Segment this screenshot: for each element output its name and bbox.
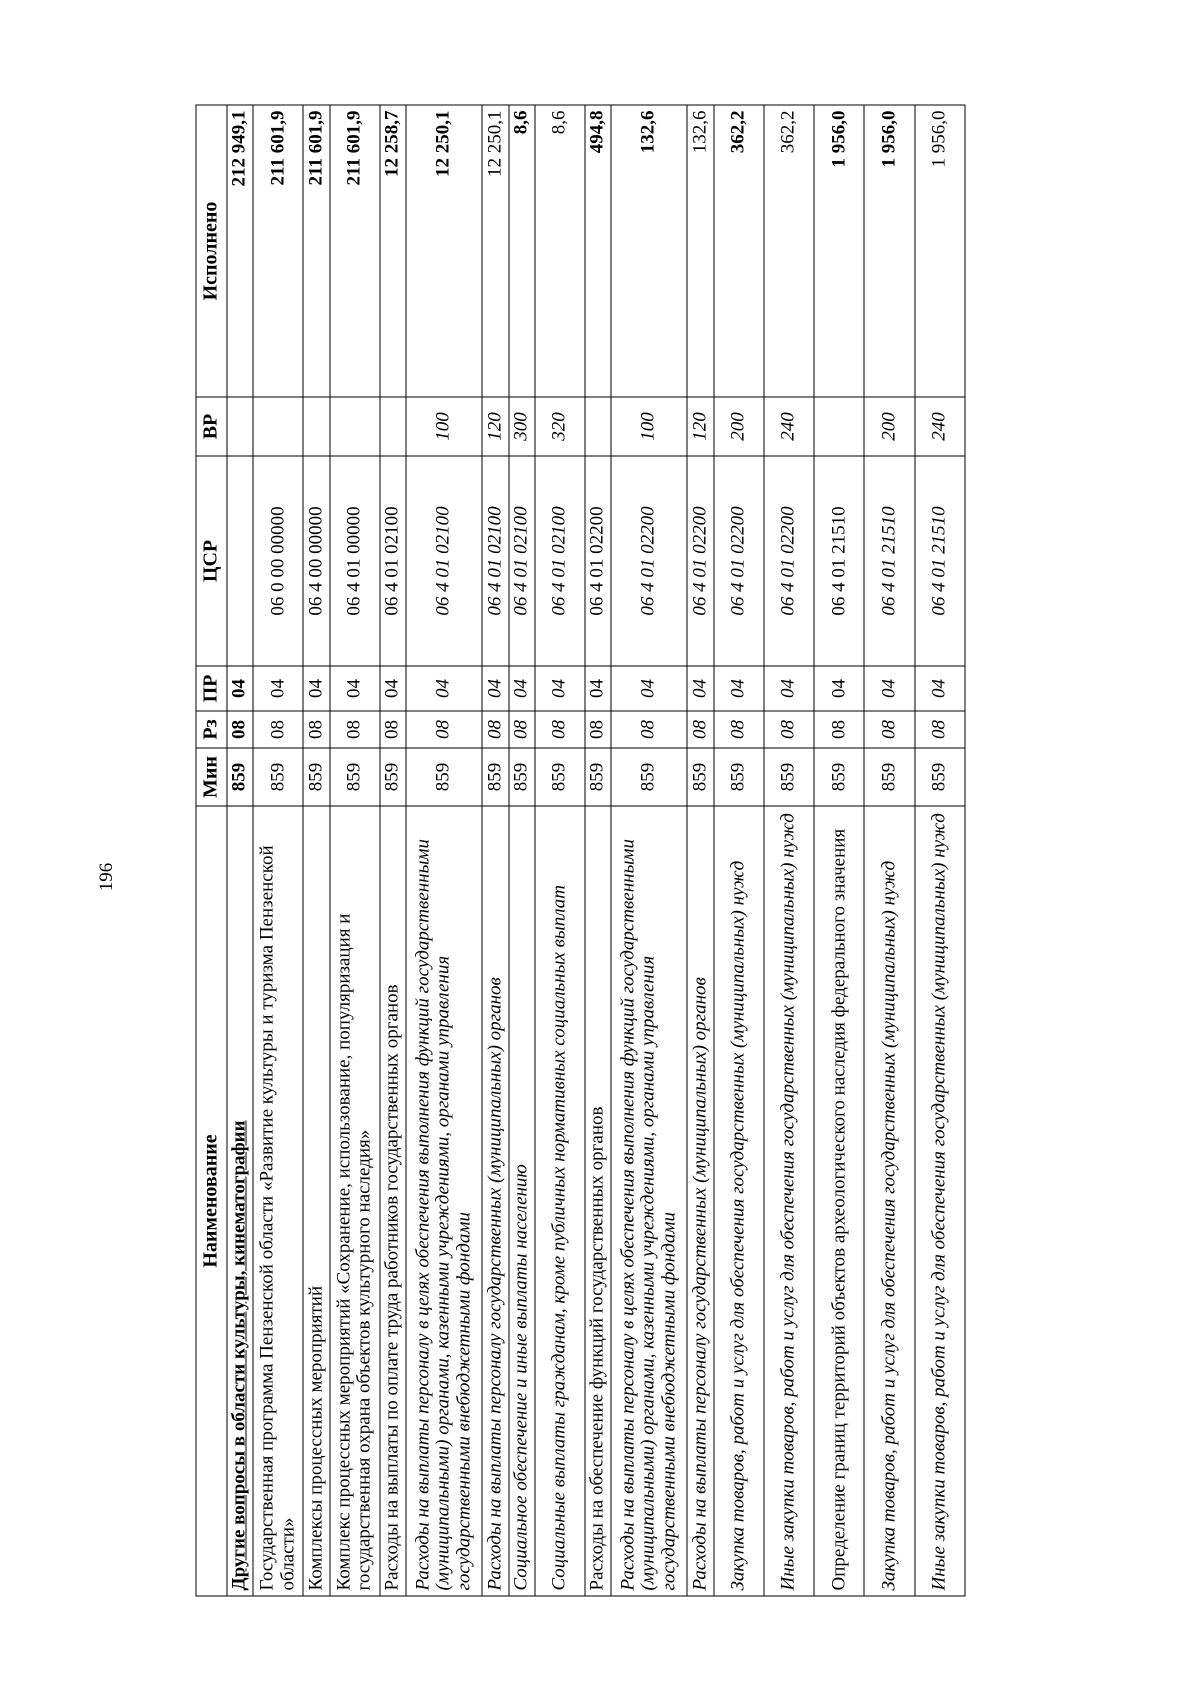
row-pr: 04 bbox=[864, 666, 914, 711]
row-name: Расходы на выплаты по оплате труда работников государственных органов bbox=[379, 806, 405, 1596]
row-min: 859 bbox=[405, 748, 481, 806]
table-row bbox=[534, 105, 584, 1596]
row-csr bbox=[227, 456, 253, 666]
row-min: 859 bbox=[253, 748, 303, 806]
row-vr bbox=[227, 397, 253, 456]
row-rz: 08 bbox=[584, 711, 610, 748]
row-min: 859 bbox=[864, 748, 914, 806]
row-vr bbox=[379, 397, 405, 456]
row-ispolneno: 8,6 bbox=[508, 105, 534, 397]
row-vr bbox=[814, 397, 864, 456]
row-min: 859 bbox=[227, 748, 253, 806]
row-ispolneno: 211 601,9 bbox=[253, 105, 303, 397]
header-ispolneno: Исполнено bbox=[196, 105, 227, 397]
row-rz: 08 bbox=[763, 711, 813, 748]
row-pr: 04 bbox=[405, 666, 481, 711]
row-rz: 08 bbox=[329, 711, 379, 748]
row-csr: 06 4 01 02100 bbox=[534, 456, 584, 666]
table-row bbox=[814, 105, 864, 1596]
row-vr bbox=[253, 397, 303, 456]
row-ispolneno: 1 956,0 bbox=[914, 105, 964, 397]
row-vr: 200 bbox=[713, 397, 763, 456]
header-vr: ВР bbox=[196, 397, 227, 456]
row-min: 859 bbox=[713, 748, 763, 806]
row-name: Определение границ территорий объектов археологического наследия федерального значения bbox=[814, 806, 864, 1596]
row-vr: 120 bbox=[687, 397, 713, 456]
row-name: Комплексы процессных мероприятий bbox=[303, 806, 329, 1596]
table-row bbox=[379, 105, 405, 1596]
row-vr bbox=[584, 397, 610, 456]
row-name: Расходы на обеспечение функций государственных органов bbox=[584, 806, 610, 1596]
row-csr: 06 4 01 00000 bbox=[329, 456, 379, 666]
row-pr: 04 bbox=[534, 666, 584, 711]
row-pr: 04 bbox=[482, 666, 508, 711]
row-vr: 100 bbox=[611, 397, 687, 456]
row-pr: 04 bbox=[713, 666, 763, 711]
row-ispolneno: 12 258,7 bbox=[379, 105, 405, 397]
row-min: 859 bbox=[379, 748, 405, 806]
row-vr: 100 bbox=[405, 397, 481, 456]
row-rz: 08 bbox=[405, 711, 481, 748]
row-pr: 04 bbox=[763, 666, 813, 711]
row-rz: 08 bbox=[482, 711, 508, 748]
row-ispolneno: 1 956,0 bbox=[814, 105, 864, 397]
row-min: 859 bbox=[534, 748, 584, 806]
row-ispolneno: 362,2 bbox=[763, 105, 813, 397]
row-name: Социальное обеспечение и иные выплаты населению bbox=[508, 806, 534, 1596]
table-row bbox=[303, 105, 329, 1596]
row-name: Расходы на выплаты персоналу в целях обеспечения выполнения функций государственными (муниципальными) органами, казенными учреждениями, органами управления государственными внебюджетными фондами bbox=[611, 806, 687, 1596]
row-csr: 06 0 00 00000 bbox=[253, 456, 303, 666]
row-rz: 08 bbox=[814, 711, 864, 748]
row-csr: 06 4 01 02100 bbox=[508, 456, 534, 666]
row-vr: 240 bbox=[914, 397, 964, 456]
table-row bbox=[482, 105, 508, 1596]
row-vr: 120 bbox=[482, 397, 508, 456]
row-rz: 08 bbox=[227, 711, 253, 748]
row-pr: 04 bbox=[687, 666, 713, 711]
row-pr: 04 bbox=[914, 666, 964, 711]
row-name: Расходы на выплаты персоналу в целях обеспечения выполнения функций государственными (муниципальными) органами, казенными учреждениями, органами управления государственными внебюджетными фондами bbox=[405, 806, 481, 1596]
row-pr: 04 bbox=[329, 666, 379, 711]
row-rz: 08 bbox=[534, 711, 584, 748]
row-ispolneno: 12 250,1 bbox=[405, 105, 481, 397]
row-pr: 04 bbox=[253, 666, 303, 711]
row-csr: 06 4 01 02200 bbox=[611, 456, 687, 666]
row-ispolneno: 212 949,1 bbox=[227, 105, 253, 397]
row-name: Иные закупки товаров, работ и услуг для обеспечения государственных (муниципальных) нужд bbox=[763, 806, 813, 1596]
row-ispolneno: 132,6 bbox=[687, 105, 713, 397]
row-pr: 04 bbox=[379, 666, 405, 711]
row-name: Комплекс процессных мероприятий «Сохранение, использование, популяризация и государственная охрана объектов культурного наследия» bbox=[329, 806, 379, 1596]
table-row bbox=[914, 105, 964, 1596]
table-row bbox=[687, 105, 713, 1596]
row-vr bbox=[303, 397, 329, 456]
row-rz: 08 bbox=[713, 711, 763, 748]
row-rz: 08 bbox=[508, 711, 534, 748]
row-name: Иные закупки товаров, работ и услуг для обеспечения государственных (муниципальных) нужд bbox=[914, 806, 964, 1596]
row-ispolneno: 1 956,0 bbox=[864, 105, 914, 397]
row-min: 859 bbox=[814, 748, 864, 806]
row-csr: 06 4 01 02200 bbox=[584, 456, 610, 666]
row-csr: 06 4 01 02200 bbox=[687, 456, 713, 666]
budget-table-container bbox=[195, 106, 965, 1597]
row-min: 859 bbox=[482, 748, 508, 806]
row-ispolneno: 8,6 bbox=[534, 105, 584, 397]
row-pr: 04 bbox=[303, 666, 329, 711]
table-row bbox=[227, 105, 253, 1596]
row-pr: 04 bbox=[814, 666, 864, 711]
header-name: Наименование bbox=[196, 806, 227, 1596]
row-name: Закупка товаров, работ и услуг для обеспечения государственных (муниципальных) нужд bbox=[713, 806, 763, 1596]
row-ispolneno: 362,2 bbox=[713, 105, 763, 397]
row-rz: 08 bbox=[687, 711, 713, 748]
row-csr: 06 4 00 00000 bbox=[303, 456, 329, 666]
row-name: Социальные выплаты гражданам, кроме публичных нормативных социальных выплат bbox=[534, 806, 584, 1596]
row-csr: 06 4 01 02200 bbox=[763, 456, 813, 666]
header-pr: ПР bbox=[196, 666, 227, 711]
row-pr: 04 bbox=[227, 666, 253, 711]
row-min: 859 bbox=[914, 748, 964, 806]
row-name: Государственная программа Пензенской области «Развитие культуры и туризма Пензенской области» bbox=[253, 806, 303, 1596]
row-min: 859 bbox=[329, 748, 379, 806]
row-csr: 06 4 01 21510 bbox=[814, 456, 864, 666]
row-vr bbox=[329, 397, 379, 456]
table-row bbox=[611, 105, 687, 1596]
row-vr: 240 bbox=[763, 397, 813, 456]
row-vr: 320 bbox=[534, 397, 584, 456]
table-row bbox=[329, 105, 379, 1596]
row-name: Расходы на выплаты персоналу государственных (муниципальных) органов bbox=[482, 806, 508, 1596]
table-row bbox=[405, 105, 481, 1596]
row-rz: 08 bbox=[864, 711, 914, 748]
table-row bbox=[763, 105, 813, 1596]
row-min: 859 bbox=[508, 748, 534, 806]
row-min: 859 bbox=[763, 748, 813, 806]
table-row bbox=[508, 105, 534, 1596]
row-csr: 06 4 01 21510 bbox=[864, 456, 914, 666]
table-row bbox=[584, 105, 610, 1596]
header-csr: ЦСР bbox=[196, 456, 227, 666]
row-rz: 08 bbox=[253, 711, 303, 748]
row-name: Другие вопросы в области культуры, кинематографии bbox=[227, 806, 253, 1596]
row-csr: 06 4 01 21510 bbox=[914, 456, 964, 666]
row-min: 859 bbox=[611, 748, 687, 806]
row-ispolneno: 211 601,9 bbox=[303, 105, 329, 397]
row-csr: 06 4 01 02100 bbox=[379, 456, 405, 666]
header-min: Мин bbox=[196, 748, 227, 806]
row-name: Расходы на выплаты персоналу государственных (муниципальных) органов bbox=[687, 806, 713, 1596]
row-ispolneno: 12 250,1 bbox=[482, 105, 508, 397]
row-ispolneno: 211 601,9 bbox=[329, 105, 379, 397]
row-min: 859 bbox=[303, 748, 329, 806]
table-row bbox=[864, 105, 914, 1596]
row-min: 859 bbox=[687, 748, 713, 806]
header-rz: Рз bbox=[196, 711, 227, 748]
row-ispolneno: 132,6 bbox=[611, 105, 687, 397]
row-rz: 08 bbox=[611, 711, 687, 748]
row-pr: 04 bbox=[508, 666, 534, 711]
row-csr: 06 4 01 02200 bbox=[713, 456, 763, 666]
row-ispolneno: 494,8 bbox=[584, 105, 610, 397]
row-rz: 08 bbox=[379, 711, 405, 748]
row-pr: 04 bbox=[584, 666, 610, 711]
row-min: 859 bbox=[584, 748, 610, 806]
row-rz: 08 bbox=[303, 711, 329, 748]
header-row bbox=[196, 105, 227, 1596]
table-row bbox=[253, 105, 303, 1596]
table-row bbox=[713, 105, 763, 1596]
budget-table bbox=[195, 105, 965, 1597]
row-csr: 06 4 01 02100 bbox=[482, 456, 508, 666]
page-number: 196 bbox=[96, 862, 117, 892]
row-rz: 08 bbox=[914, 711, 964, 748]
row-name: Закупка товаров, работ и услуг для обеспечения государственных (муниципальных) нужд bbox=[864, 806, 914, 1596]
row-pr: 04 bbox=[611, 666, 687, 711]
row-vr: 300 bbox=[508, 397, 534, 456]
row-vr: 200 bbox=[864, 397, 914, 456]
row-csr: 06 4 01 02100 bbox=[405, 456, 481, 666]
